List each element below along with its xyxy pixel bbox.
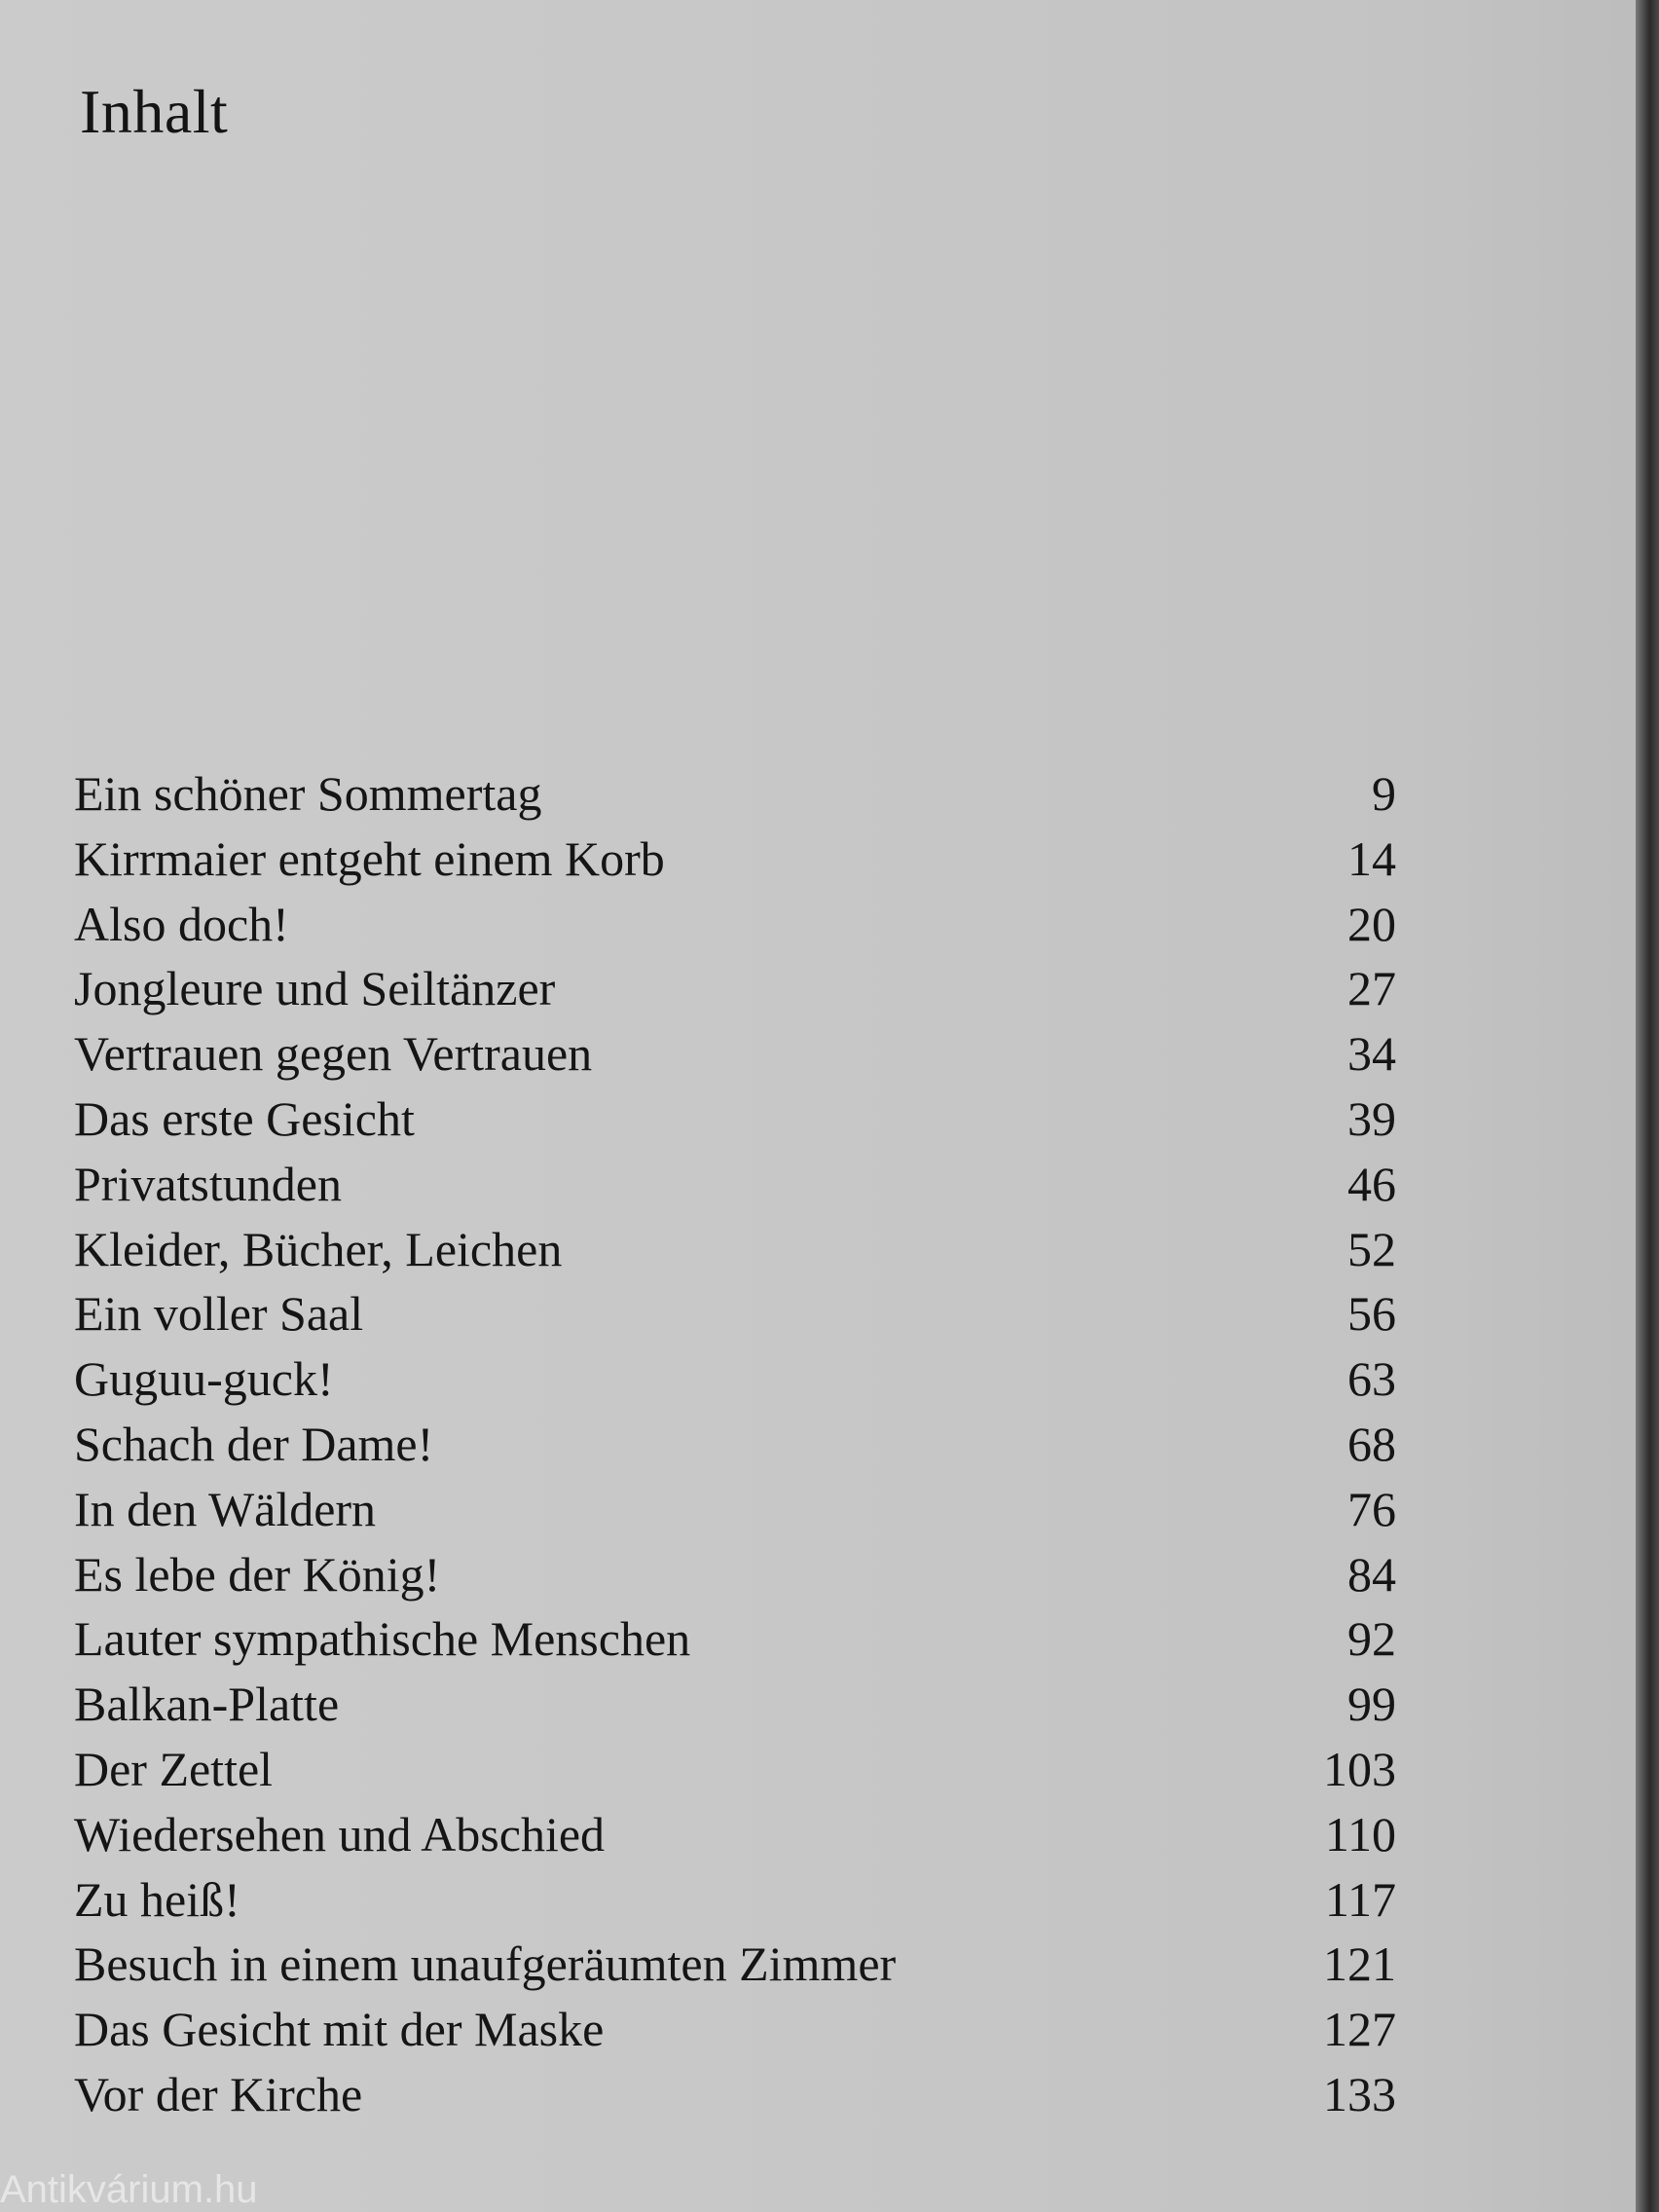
toc-entry-title: Ein schöner Sommertag [74, 766, 542, 821]
toc-entry [74, 896, 1396, 961]
toc-entry [74, 1546, 1396, 1611]
toc-entry [74, 1676, 1396, 1741]
toc-entry [74, 1285, 1396, 1350]
toc-entry-page-number: 127 [1323, 2002, 1396, 2057]
toc-entry [74, 1481, 1396, 1546]
toc-entry-title: Vertrauen gegen Vertrauen [74, 1026, 593, 1082]
toc-entry [74, 1741, 1396, 1806]
toc-entry-page-number: 133 [1323, 2066, 1396, 2121]
toc-entry [74, 1090, 1396, 1156]
toc-entry [74, 1350, 1396, 1416]
toc-entry-title: Guguu-guck! [74, 1351, 334, 1407]
toc-entry [74, 1221, 1396, 1286]
toc-entry-page-number: 68 [1347, 1416, 1396, 1471]
toc-entry-page-number: 39 [1347, 1090, 1396, 1146]
toc-entry-page-number: 84 [1347, 1546, 1396, 1602]
toc-entry-page-number: 121 [1323, 1936, 1396, 1992]
toc-entry-title: Also doch! [74, 896, 289, 951]
toc-entry [74, 1610, 1396, 1676]
toc-entry-page-number: 14 [1347, 830, 1396, 886]
toc-entry-title: Ein voller Saal [74, 1286, 364, 1342]
toc-entry-page-number: 9 [1372, 766, 1396, 821]
toc-entry [74, 2001, 1396, 2066]
page-title: Inhalt [80, 77, 229, 146]
toc-entry-page-number: 56 [1347, 1286, 1396, 1342]
toc-entry-page-number: 76 [1347, 1481, 1396, 1536]
toc-entry-page-number: 99 [1347, 1677, 1396, 1732]
toc-entry-title: Jongleure und Seiltänzer [74, 961, 556, 1016]
toc-entry [74, 960, 1396, 1025]
toc-entry-title: Schach der Dame! [74, 1416, 434, 1471]
toc-entry [74, 765, 1396, 830]
toc-entry-title: Der Zettel [74, 1741, 274, 1796]
toc-entry [74, 1416, 1396, 1481]
toc-entry-title: In den Wäldern [74, 1481, 377, 1536]
toc-entry [74, 1025, 1396, 1090]
toc-entry-page-number: 63 [1347, 1351, 1396, 1407]
toc-entry-title: Zu heiß! [74, 1871, 240, 1927]
table-of-contents [74, 765, 1396, 2131]
toc-entry-page-number: 52 [1347, 1221, 1396, 1276]
toc-entry-title: Lauter sympathische Menschen [74, 1611, 691, 1667]
toc-entry-title: Kleider, Bücher, Leichen [74, 1221, 563, 1276]
toc-entry [74, 1806, 1396, 1871]
toc-entry-page-number: 34 [1347, 1026, 1396, 1082]
page-edge-shadow [1636, 0, 1659, 2212]
toc-entry-page-number: 46 [1347, 1156, 1396, 1211]
toc-entry-title: Kirrmaier entgeht einem Korb [74, 830, 665, 886]
toc-entry [74, 2066, 1396, 2131]
watermark: Antikvárium.hu [0, 2168, 258, 2211]
toc-entry-page-number: 20 [1347, 896, 1396, 951]
toc-entry-page-number: 110 [1324, 1806, 1396, 1862]
toc-entry [74, 1156, 1396, 1221]
toc-entry-title: Vor der Kirche [74, 2066, 363, 2121]
toc-entry-page-number: 103 [1323, 1741, 1396, 1796]
toc-entry [74, 1871, 1396, 1936]
toc-entry-page-number: 27 [1347, 961, 1396, 1016]
toc-entry-page-number: 92 [1347, 1611, 1396, 1667]
toc-entry-title: Es lebe der König! [74, 1546, 441, 1602]
toc-entry [74, 1936, 1396, 2001]
toc-entry [74, 830, 1396, 896]
toc-entry-title: Balkan-Platte [74, 1677, 340, 1732]
toc-entry-title: Privatstunden [74, 1156, 342, 1211]
toc-entry-title: Wiedersehen und Abschied [74, 1806, 606, 1862]
toc-entry-title: Besuch in einem unaufgeräumten Zimmer [74, 1936, 897, 1992]
toc-entry-page-number: 117 [1324, 1871, 1396, 1927]
toc-entry-title: Das Gesicht mit der Maske [74, 2002, 605, 2057]
toc-entry-title: Das erste Gesicht [74, 1090, 415, 1146]
